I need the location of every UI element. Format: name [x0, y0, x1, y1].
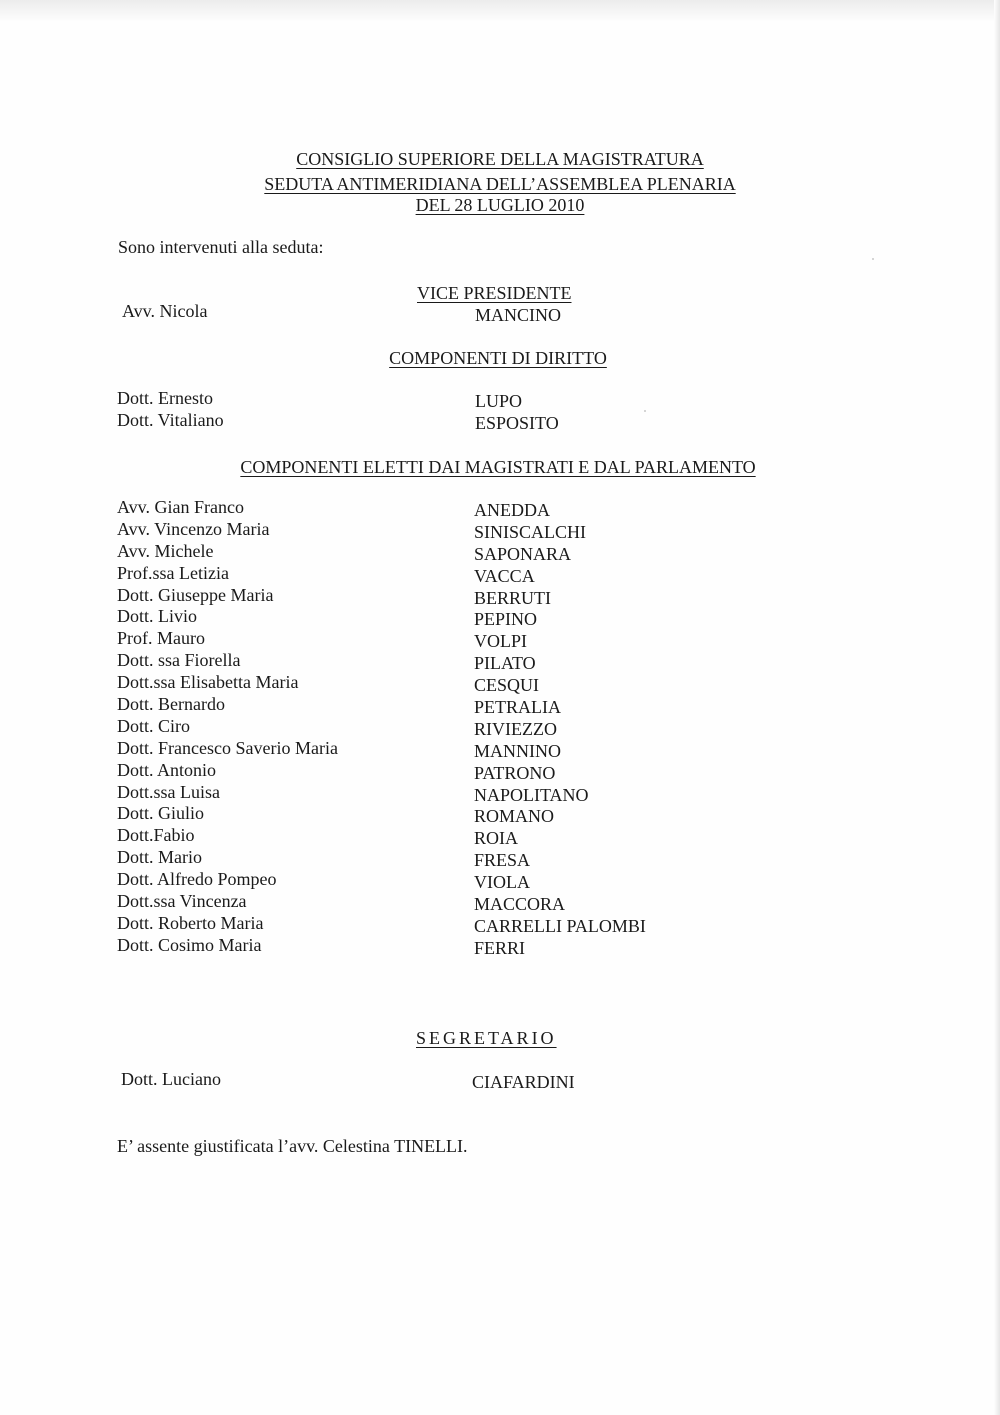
- list-item: Avv. Gian Franco: [117, 497, 244, 517]
- list-item: Dott. Alfredo Pompeo: [117, 869, 277, 890]
- intro-text: Sono intervenuti alla seduta:: [118, 237, 324, 257]
- list-item: Dott. Ciro: [117, 715, 191, 736]
- componenti-eletti-heading: COMPONENTI ELETTI DAI MAGISTRATI E DAL PARLAMENTO: [240, 457, 756, 477]
- componenti-eletti-surnames: [474, 500, 646, 960]
- list-item: Dott.ssa Vincenza: [117, 891, 247, 912]
- list-item: BERRUTI: [474, 587, 552, 608]
- list-item: Dott. Francesco Saverio Maria: [117, 737, 338, 758]
- list-item: Prof. Mauro: [117, 628, 205, 649]
- list-item: FERRI: [474, 937, 526, 958]
- list-item: Dott. Giulio: [117, 803, 205, 824]
- list-item: Avv. Vincenzo Maria: [117, 518, 270, 539]
- header-line-1: CONSIGLIO SUPERIORE DELLA MAGISTRATURA: [296, 149, 704, 169]
- scan-speck: [872, 258, 874, 260]
- list-item: ROMANO: [474, 806, 555, 827]
- list-item: PEPINO: [474, 609, 538, 630]
- list-item: Dott. ssa Fiorella: [117, 650, 241, 671]
- list-item: MANNINO: [474, 740, 561, 761]
- list-item: ESPOSITO: [475, 412, 559, 433]
- vice-presidente-surname: MANCINO: [475, 305, 562, 325]
- list-item: FRESA: [474, 850, 531, 871]
- header-line-2: SEDUTA ANTIMERIDIANA DELL’ASSEMBLEA PLENARIA: [264, 174, 736, 194]
- list-item: Dott. Livio: [117, 606, 197, 627]
- list-item: MACCORA: [474, 894, 566, 915]
- list-item: Dott. Vitaliano: [117, 409, 224, 430]
- list-item: Avv. Michele: [117, 540, 214, 561]
- vice-presidente-heading: VICE PRESIDENTE: [417, 283, 572, 303]
- segretario-heading: SEGRETARIO: [416, 1028, 557, 1048]
- componenti-eletti-names: [117, 497, 338, 957]
- scan-speck: [644, 410, 646, 412]
- list-item: NAPOLITANO: [474, 784, 589, 805]
- list-item: Dott. Antonio: [117, 759, 217, 780]
- list-item: PETRALIA: [474, 697, 561, 718]
- componenti-diritto-names: [117, 388, 224, 432]
- list-item: Dott. Ernesto: [117, 388, 213, 408]
- vice-presidente-title-first: Avv. Nicola: [122, 301, 208, 321]
- list-item: CESQUI: [474, 675, 540, 696]
- list-item: Dott. Giuseppe Maria: [117, 584, 274, 605]
- list-item: SINISCALCHI: [474, 521, 587, 542]
- list-item: Dott.ssa Elisabetta Maria: [117, 672, 299, 693]
- scan-shadow-right: [994, 0, 1000, 1415]
- componenti-diritto-heading: COMPONENTI DI DIRITTO: [389, 348, 607, 368]
- list-item: Dott. Cosimo Maria: [117, 934, 262, 955]
- list-item: Prof.ssa Letizia: [117, 562, 229, 583]
- header-line-3: DEL 28 LUGLIO 2010: [415, 195, 585, 215]
- list-item: VACCA: [474, 565, 535, 586]
- list-item: PATRONO: [474, 762, 556, 783]
- list-item: Dott.ssa Luisa: [117, 781, 220, 802]
- list-item: ROIA: [474, 828, 518, 849]
- segretario-title-first: Dott. Luciano: [121, 1069, 221, 1089]
- list-item: CARRELLI PALOMBI: [474, 915, 646, 936]
- componenti-diritto-surnames: [475, 391, 559, 435]
- list-item: Dott. Bernardo: [117, 694, 225, 715]
- list-item: PILATO: [474, 653, 536, 674]
- list-item: ANEDDA: [474, 500, 550, 520]
- list-item: RIVIEZZO: [474, 718, 557, 739]
- list-item: Dott. Mario: [117, 847, 202, 868]
- list-item: Dott. Roberto Maria: [117, 912, 264, 933]
- list-item: VOLPI: [474, 631, 527, 652]
- absence-note: E’ assente giustificata l’avv. Celestina TINELLI.: [117, 1136, 468, 1156]
- list-item: LUPO: [475, 391, 523, 411]
- scan-shadow-top: [0, 0, 1000, 22]
- list-item: Dott.Fabio: [117, 825, 195, 846]
- list-item: VIOLA: [474, 872, 530, 893]
- segretario-surname: CIAFARDINI: [472, 1072, 575, 1092]
- list-item: SAPONARA: [474, 543, 572, 564]
